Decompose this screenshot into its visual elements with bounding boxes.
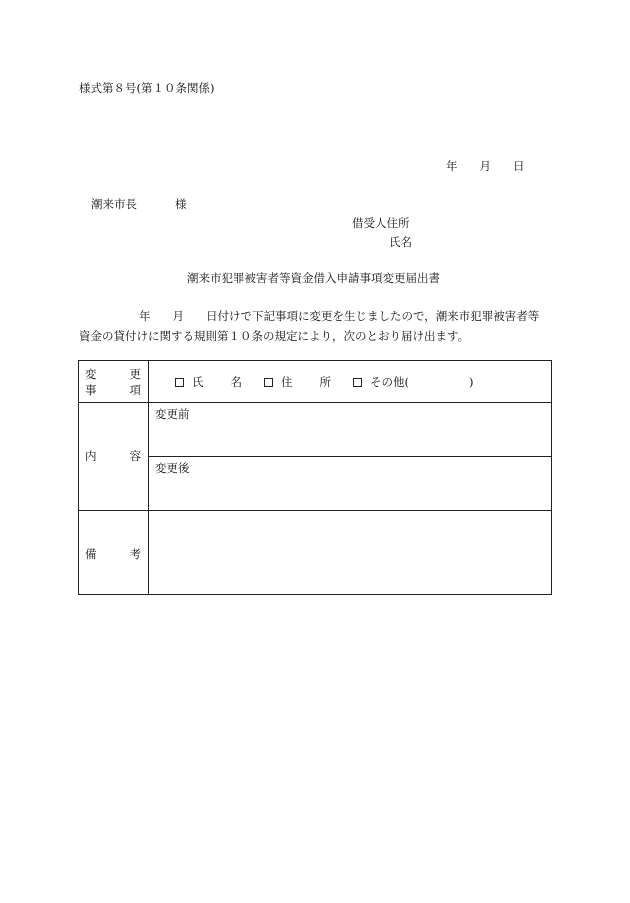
change-item-label-tl: 変: [85, 367, 97, 381]
option-address-label: [281, 374, 331, 390]
table-row-divider-2: [79, 510, 551, 511]
checkbox-icon: [353, 378, 362, 387]
before-change-label: 変更前: [155, 407, 190, 421]
addressee-title: 潮来市長: [91, 197, 137, 211]
option-address-checkbox[interactable]: [264, 374, 331, 390]
borrower-name-label: 氏名: [389, 235, 412, 249]
date-line: [446, 158, 525, 174]
remarks-label-left: 備: [85, 547, 97, 561]
body-text: [79, 306, 559, 346]
content-label: [85, 448, 141, 464]
date-day-label: 日: [513, 159, 525, 173]
form-number: 様式第８号(第１０条関係): [79, 81, 215, 95]
option-name-char-2: 名: [230, 375, 242, 389]
form-table: [78, 360, 552, 595]
date-year-label: 年: [446, 159, 458, 173]
body-line-2: 資金の貸付けに関する規則第１０条の規定により，次のとおり届け出ます。: [79, 329, 470, 343]
option-other-close: ): [469, 375, 474, 389]
change-item-label-tr: 更: [129, 367, 141, 381]
table-row-divider-before-after: [148, 456, 551, 457]
addressee: [91, 196, 187, 212]
checkbox-icon: [175, 378, 184, 387]
document-title: 潮来市犯罪被害者等資金借入申請事項変更届出書: [187, 271, 440, 285]
content-label-right: 容: [129, 449, 141, 463]
borrower-address-label: 借受人住所: [352, 216, 410, 230]
change-item-label-bl: 事: [85, 383, 97, 397]
date-month-label: 月: [479, 159, 491, 173]
table-row-divider-1: [79, 402, 551, 403]
change-item-label-br: 項: [129, 383, 141, 397]
change-options: [175, 374, 474, 390]
option-other-label: その他(: [370, 375, 409, 389]
body-month: 月: [172, 309, 184, 323]
option-address-char-1: 住: [281, 375, 293, 389]
remarks-label: [85, 546, 141, 562]
addressee-honorific: 様: [175, 197, 187, 211]
checkbox-icon: [264, 378, 273, 387]
content-label-left: 内: [85, 449, 97, 463]
option-address-char-2: 所: [319, 375, 331, 389]
option-name-char-1: 氏: [192, 375, 204, 389]
option-name-label: [192, 374, 242, 390]
remarks-label-right: 考: [129, 547, 141, 561]
option-name-checkbox[interactable]: [175, 374, 242, 390]
change-item-label: [85, 366, 141, 398]
after-change-label: 変更後: [155, 461, 190, 475]
body-text-1: 日付けで下記事項に変更を生じましたので，潮来市犯罪被害者等: [206, 309, 540, 323]
option-other-checkbox[interactable]: [353, 374, 474, 390]
table-column-divider: [148, 361, 149, 594]
body-line-1: [79, 306, 559, 326]
body-year: 年: [139, 309, 151, 323]
